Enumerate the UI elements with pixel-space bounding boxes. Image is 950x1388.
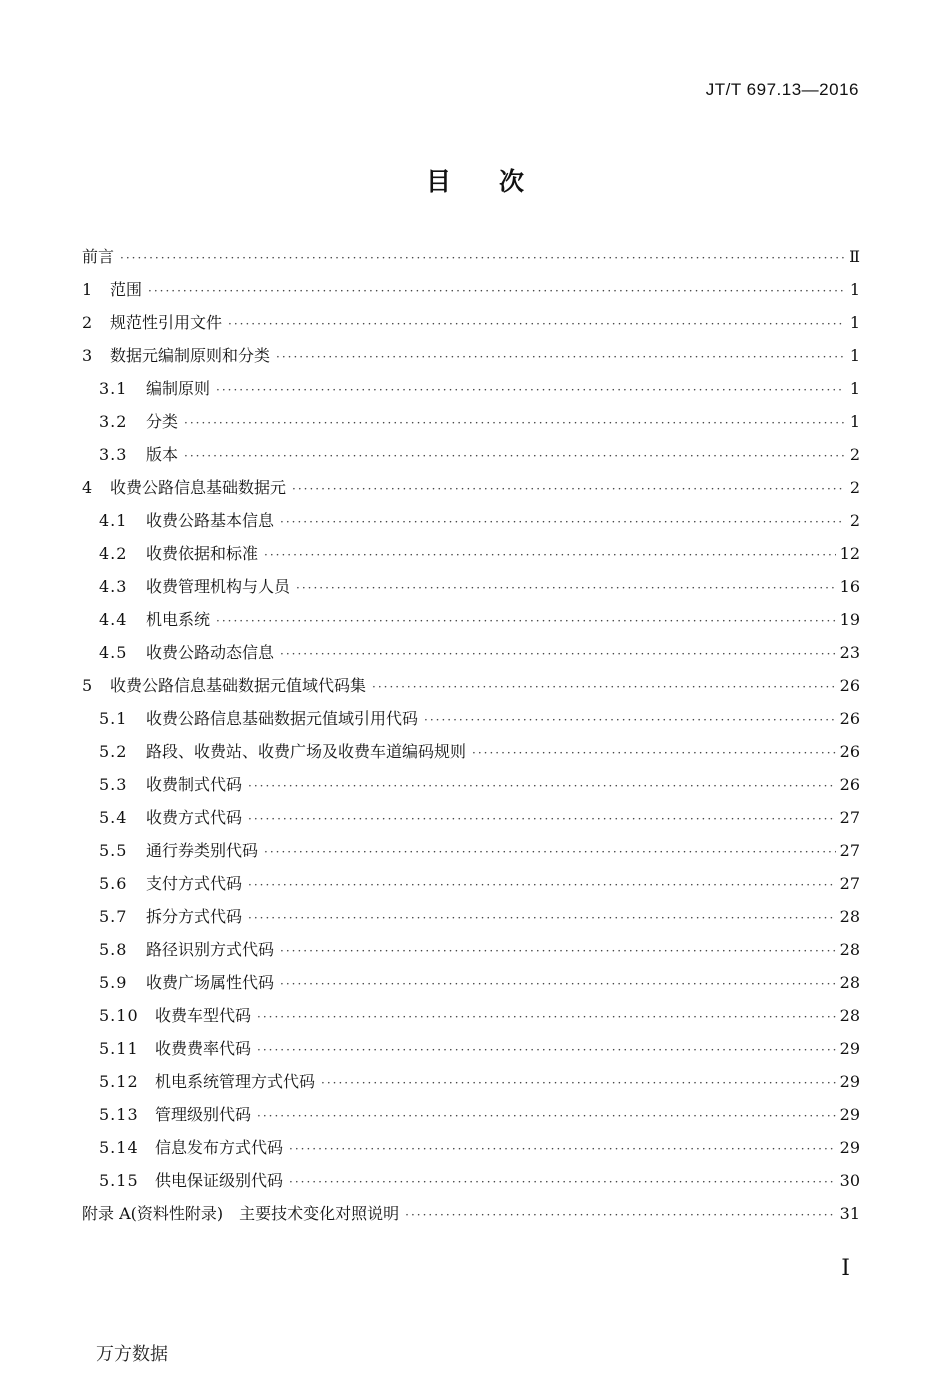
toc-entry-page: 1 [849, 280, 860, 299]
toc-entry[interactable] [82, 966, 860, 999]
toc-entry-page: 28 [839, 940, 860, 959]
toc-entry-page: 23 [839, 643, 860, 662]
title-char-1: 目 [425, 167, 451, 196]
toc-entry-title: 收费公路信息基础数据元值域代码集 [110, 676, 367, 695]
toc-entry-page: 1 [849, 379, 860, 398]
toc-leader-dots [280, 638, 836, 671]
toc-entry[interactable] [82, 240, 860, 273]
toc-entry-page: 27 [839, 808, 860, 827]
toc-entry-number: 5 [82, 676, 94, 695]
toc-entry-title: 供电保证级别代码 [155, 1171, 284, 1190]
toc-entry-title: 收费管理机构与人员 [146, 577, 291, 596]
toc-entry-title: 收费公路信息基础数据元值域引用代码 [146, 709, 419, 728]
toc-entry-number: 5.14 [99, 1138, 139, 1157]
toc-entry-title: 数据元编制原则和分类 [110, 346, 271, 365]
toc-leader-dots [257, 1034, 836, 1067]
toc-entry[interactable] [82, 933, 860, 966]
toc-entry-number: 5.3 [99, 775, 128, 794]
standard-code: JT/T 697.13—2016 [705, 80, 859, 99]
toc-entry-number: 1 [82, 280, 94, 299]
toc-entry-page: 26 [839, 742, 860, 761]
toc-entry[interactable] [82, 1197, 860, 1230]
toc-entry-number: 2 [82, 313, 94, 332]
toc-entry-page: Ⅱ [849, 247, 860, 266]
toc-entry[interactable] [82, 669, 860, 702]
toc-entry-page: 29 [839, 1138, 860, 1157]
toc-leader-dots [289, 1166, 836, 1199]
toc-leader-dots [405, 1199, 836, 1232]
toc-entry-number: 4 [82, 478, 94, 497]
toc-leader-dots [264, 539, 836, 572]
toc-entry-title: 收费依据和标准 [146, 544, 259, 563]
toc-leader-dots [292, 473, 844, 506]
toc-entry-number: 4.4 [99, 610, 128, 629]
toc-entry-page: 26 [839, 709, 860, 728]
toc-entry-number: 4.2 [99, 544, 128, 563]
toc-entry-title: 收费制式代码 [146, 775, 243, 794]
toc-entry[interactable] [82, 702, 860, 735]
toc-entry[interactable] [82, 306, 860, 339]
toc-entry-number: 5.6 [99, 874, 128, 893]
toc-entry-number: 3.3 [99, 445, 128, 464]
toc-entry-page: 29 [839, 1072, 860, 1091]
toc-entry[interactable] [82, 504, 860, 537]
toc-leader-dots [264, 836, 836, 869]
toc-leader-dots [228, 308, 844, 341]
toc-entry-title: 拆分方式代码 [146, 907, 243, 926]
toc-entry-number: 5.12 [99, 1072, 139, 1091]
toc-entry-page: 29 [839, 1105, 860, 1124]
toc-entry-title: 收费方式代码 [146, 808, 243, 827]
toc-entry-title: 规范性引用文件 [110, 313, 223, 332]
toc-entry-number: 5.15 [99, 1171, 139, 1190]
toc-entry[interactable] [82, 603, 860, 636]
toc-leader-dots [296, 572, 836, 605]
toc-entry-title: 信息发布方式代码 [155, 1138, 284, 1157]
page-folio: Ⅰ [841, 1256, 850, 1281]
toc-entry-page: 12 [839, 544, 860, 563]
toc-leader-dots [248, 869, 836, 902]
toc-leader-dots [280, 968, 836, 1001]
toc-entry[interactable] [82, 405, 860, 438]
toc-entry-number: 5.7 [99, 907, 128, 926]
toc-leader-dots [184, 407, 844, 440]
toc-entry-title: 机电系统管理方式代码 [155, 1072, 316, 1091]
toc-entry-page: 31 [839, 1204, 860, 1223]
toc-leader-dots [248, 902, 836, 935]
title-char-2: 次 [499, 167, 525, 196]
toc-entry-page: 27 [839, 841, 860, 860]
toc-entry[interactable] [82, 471, 860, 504]
toc-entry-number: 4.1 [99, 511, 128, 530]
toc-entry-title: 收费公路信息基础数据元 [110, 478, 287, 497]
toc-entry[interactable] [82, 1131, 860, 1164]
toc-leader-dots [257, 1001, 836, 1034]
toc-entry-page: 27 [839, 874, 860, 893]
toc-entry-number: 5.1 [99, 709, 128, 728]
toc-entry[interactable] [82, 438, 860, 471]
toc-entry[interactable] [82, 1164, 860, 1197]
toc-leader-dots [248, 770, 836, 803]
toc-leader-dots [184, 440, 844, 473]
toc-entry[interactable] [82, 768, 860, 801]
toc-entry-number: 5.4 [99, 808, 128, 827]
toc-entry[interactable] [82, 537, 860, 570]
toc-entry[interactable] [82, 834, 860, 867]
toc-entry-page: 26 [839, 676, 860, 695]
toc-entry-title: 收费公路动态信息 [146, 643, 275, 662]
toc-entry[interactable] [82, 1032, 860, 1065]
toc-entry-number: 5.13 [99, 1105, 139, 1124]
toc-entry[interactable] [82, 570, 860, 603]
toc-entry[interactable] [82, 801, 860, 834]
toc-entry-page: 29 [839, 1039, 860, 1058]
toc-entry-title: 机电系统 [146, 610, 211, 629]
toc-leader-dots [280, 935, 836, 968]
toc-entry-title: 分类 [146, 412, 179, 431]
toc-leader-dots [472, 737, 836, 770]
toc-entry-number: 5.9 [99, 973, 128, 992]
toc-entry-title: 收费公路基本信息 [146, 511, 275, 530]
toc-entry-title: 前言 [82, 247, 115, 266]
toc-leader-dots [120, 242, 844, 275]
toc-entry-number: 5.10 [99, 1006, 139, 1025]
toc-entry-page: 1 [849, 346, 860, 365]
toc-entry[interactable] [82, 636, 860, 669]
toc-entry-page: 2 [849, 478, 860, 497]
table-of-contents [82, 240, 860, 1230]
toc-entry[interactable] [82, 867, 860, 900]
toc-leader-dots [257, 1100, 836, 1133]
toc-entry[interactable] [82, 339, 860, 372]
toc-entry[interactable] [82, 372, 860, 405]
toc-entry-number: 5.2 [99, 742, 128, 761]
toc-entry[interactable] [82, 999, 860, 1032]
toc-leader-dots [321, 1067, 836, 1100]
toc-entry-title: 通行券类别代码 [146, 841, 259, 860]
toc-entry-page: 1 [849, 313, 860, 332]
toc-entry-title: 收费费率代码 [155, 1039, 252, 1058]
toc-entry[interactable] [82, 1065, 860, 1098]
toc-leader-dots [372, 671, 836, 704]
toc-entry-title: 路径识别方式代码 [146, 940, 275, 959]
toc-leader-dots [289, 1133, 836, 1166]
toc-entry-title: 收费车型代码 [155, 1006, 252, 1025]
toc-entry-page: 30 [839, 1171, 860, 1190]
toc-entry-title: 附录 A(资料性附录) 主要技术变化对照说明 [82, 1204, 400, 1223]
toc-leader-dots [280, 506, 844, 539]
toc-leader-dots [216, 374, 844, 407]
toc-entry-page: 16 [839, 577, 860, 596]
toc-entry-page: 1 [849, 412, 860, 431]
toc-entry-page: 2 [849, 445, 860, 464]
toc-entry-page: 2 [849, 511, 860, 530]
toc-leader-dots [424, 704, 836, 737]
toc-entry-number: 5.8 [99, 940, 128, 959]
watermark-text: 万方数据 [96, 1344, 168, 1365]
toc-entry-number: 3.2 [99, 412, 128, 431]
toc-entry-page: 28 [839, 907, 860, 926]
toc-entry[interactable] [82, 273, 860, 306]
toc-entry-page: 26 [839, 775, 860, 794]
toc-entry-page: 19 [839, 610, 860, 629]
toc-leader-dots [148, 275, 844, 308]
toc-entry-title: 编制原则 [146, 379, 211, 398]
toc-entry-title: 范围 [110, 280, 143, 299]
toc-entry-number: 5.5 [99, 841, 128, 860]
toc-entry-number: 3.1 [99, 379, 128, 398]
toc-entry-title: 管理级别代码 [155, 1105, 252, 1124]
toc-entry-number: 4.3 [99, 577, 128, 596]
page-title [0, 162, 950, 198]
toc-leader-dots [276, 341, 844, 374]
toc-leader-dots [216, 605, 836, 638]
toc-entry-number: 3 [82, 346, 94, 365]
toc-entry-title: 路段、收费站、收费广场及收费车道编码规则 [146, 742, 467, 761]
toc-entry-title: 版本 [146, 445, 179, 464]
toc-entry-title: 收费广场属性代码 [146, 973, 275, 992]
toc-entry[interactable] [82, 900, 860, 933]
toc-entry-page: 28 [839, 973, 860, 992]
toc-entry-number: 5.11 [99, 1039, 139, 1058]
toc-leader-dots [248, 803, 836, 836]
toc-entry[interactable] [82, 735, 860, 768]
toc-entry-title: 支付方式代码 [146, 874, 243, 893]
toc-entry-page: 28 [839, 1006, 860, 1025]
toc-entry[interactable] [82, 1098, 860, 1131]
toc-entry-number: 4.5 [99, 643, 128, 662]
